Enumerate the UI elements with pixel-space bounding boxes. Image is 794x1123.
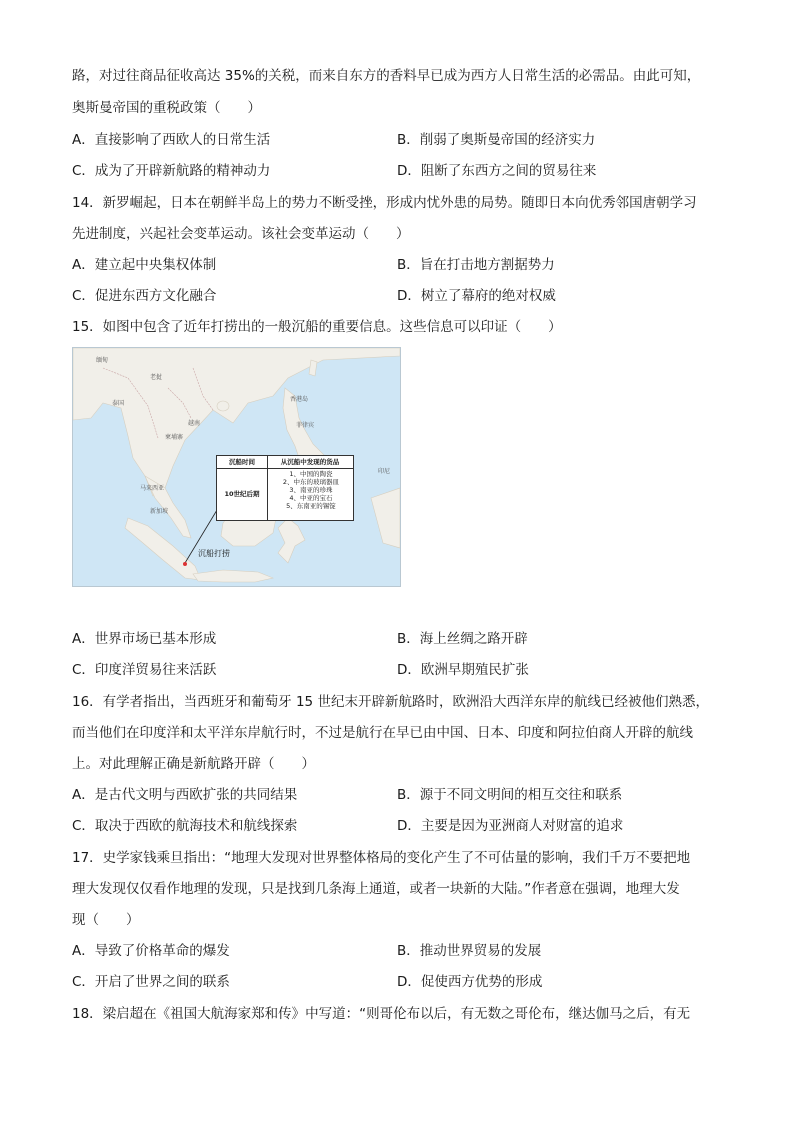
q17-stem-line3: 现（ ） [72, 912, 140, 928]
map-label-indonesia: 印尼 [378, 468, 391, 475]
map-label-philippines: 菲律宾 [296, 422, 315, 429]
goods-item: 2、中东的玻璃器皿 [282, 478, 340, 486]
q18-stem-line1: 18．梁启超在《祖国大航海家郑和传》中写道：“则哥伦布以后，有无数之哥伦布，继达伽马之后，有无 [72, 1006, 691, 1022]
java-land [193, 570, 273, 582]
q14-option-b[interactable]: B．旨在打击地方割据势力 [397, 257, 555, 273]
q16-option-a[interactable]: A．是古代文明与西欧扩张的共同结果 [72, 787, 298, 803]
map-label-hongkong: 香港岛 [290, 396, 309, 403]
q17-stem-line1: 17．史学家钱乘旦指出：“地理大发现对世界整体格局的变化产生了不可估量的影响，我们千万不要把地 [72, 850, 691, 866]
q15-option-c[interactable]: C．印度洋贸易往来活跃 [72, 662, 217, 678]
q14-option-c[interactable]: C．促进东西方文化融合 [72, 288, 217, 304]
q14-stem-line2: 先进制度，兴起社会变革运动。该社会变革运动（ ） [72, 226, 410, 242]
wreck-salvage-label: 沉船打捞 [198, 549, 230, 558]
q13-stem-line2: 奥斯曼帝国的重税政策（ ） [72, 100, 261, 116]
q13-option-b[interactable]: B．削弱了奥斯曼帝国的经济实力 [397, 132, 596, 148]
new-guinea-land [371, 488, 400, 548]
q17-option-a[interactable]: A．导致了价格革命的爆发 [72, 943, 230, 959]
goods-item: 4、中亚的宝石 [289, 494, 333, 502]
q16-stem-line1: 16．有学者指出，当西班牙和葡萄牙 15 世纪末开辟新航路时，欧洲沿大西洋东岸的航线已经被他们熟悉， [72, 694, 709, 710]
q17-option-c[interactable]: C．开启了世界之间的联系 [72, 974, 230, 990]
q17-stem-line2: 理大发现仅仅看作地理的发现，只是找到几条海上通道，或者一块新的大陆。”作者意在强调，地理大发 [72, 881, 680, 897]
map-label-singapore: 新加坡 [150, 508, 169, 515]
map-label-myanmar: 缅甸 [96, 357, 109, 364]
q15-stem-line1: 15．如图中包含了近年打捞出的一般沉船的重要信息。这些信息可以印证（ ） [72, 319, 562, 335]
map-label-vietnam: 越南 [188, 420, 201, 427]
q15-option-b[interactable]: B．海上丝绸之路开辟 [397, 631, 528, 647]
q13-option-c[interactable]: C．成为了开辟新航路的精神动力 [72, 163, 271, 179]
q13-option-d[interactable]: D．阻断了东西方之间的贸易往来 [397, 163, 597, 179]
q16-option-c[interactable]: C．取决于西欧的航海技术和航线探索 [72, 818, 298, 834]
map-label-thailand: 泰国 [112, 400, 125, 407]
table-period: 10世纪后期 [224, 490, 260, 498]
shipwreck-info-table [216, 455, 354, 521]
map-label-cambodia: 柬埔寨 [165, 434, 184, 441]
q13-option-a[interactable]: A．直接影响了西欧人的日常生活 [72, 132, 271, 148]
q16-stem-line2: 而当他们在印度洋和太平洋东岸航行时，不过是航行在早已由中国、日本、印度和阿拉伯商人开辟的航线 [72, 725, 693, 741]
goods-item: 1、中国的陶瓷 [289, 470, 333, 478]
map-label-laos: 老挝 [150, 374, 163, 381]
table-header-time: 沉船时间 [229, 458, 255, 466]
q13-stem-line1: 路，对过往商品征收高达 35%的关税，而来自东方的香料早已成为西方人日常生活的必需品。由此可知， [72, 68, 701, 84]
q15-option-a[interactable]: A．世界市场已基本形成 [72, 631, 217, 647]
q17-option-d[interactable]: D．促使西方优势的形成 [397, 974, 543, 990]
q16-stem-line3: 上。对此理解正确是新航路开辟（ ） [72, 756, 315, 772]
sumatra-land [125, 518, 201, 580]
q14-stem-line1: 14．新罗崛起，日本在朝鲜半岛上的势力不断受挫，形成内忧外患的局势。随即日本向优秀邻国唐朝学习 [72, 195, 697, 211]
goods-item: 5、东南亚的锡锭 [286, 502, 336, 510]
q15-option-d[interactable]: D．欧洲早期殖民扩张 [397, 662, 529, 678]
q14-option-a[interactable]: A．建立起中央集权体制 [72, 257, 217, 273]
goods-item: 3、南亚的珍珠 [289, 486, 333, 494]
sulawesi-land [278, 518, 305, 563]
q17-option-b[interactable]: B．推动世界贸易的发展 [397, 943, 542, 959]
map-label-malaysia: 马来西亚 [140, 485, 165, 492]
hainan-land [217, 401, 229, 411]
table-header-goods: 从沉船中发现的货品 [280, 458, 340, 466]
wreck-point [183, 562, 187, 566]
table-goods-list [271, 470, 351, 510]
q16-option-b[interactable]: B．源于不同文明间的相互交往和联系 [397, 787, 623, 803]
table-divider [267, 456, 268, 520]
q14-option-d[interactable]: D．树立了幕府的绝对权威 [397, 288, 556, 304]
q16-option-d[interactable]: D．主要是因为亚洲商人对财富的追求 [397, 818, 624, 834]
